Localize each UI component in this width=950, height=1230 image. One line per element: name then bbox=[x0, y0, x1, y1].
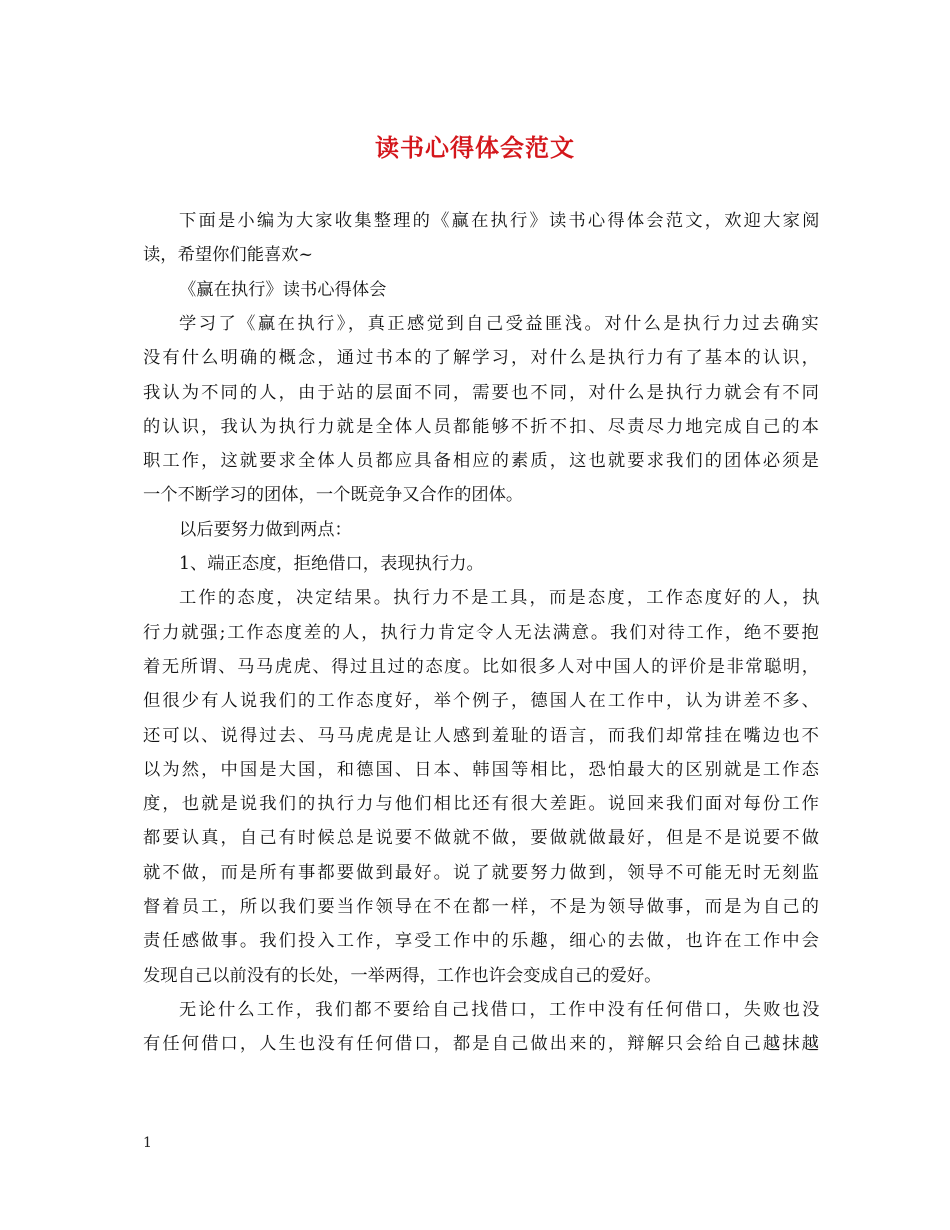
body-line: 但很少有人说我们的工作态度好，举个例子，德国人在工作中，认为讲差不多、 bbox=[143, 691, 821, 712]
body-line: 以后要努力做到两点： bbox=[179, 519, 352, 540]
body-line: 责任感做事。我们投入工作，享受工作中的乐趣，细心的去做，也许在工作中会 bbox=[143, 931, 821, 952]
body-line: 一个不断学习的团体，一个既竞争又合作的团体。 bbox=[143, 485, 524, 506]
body-line: 下面是小编为大家收集整理的《赢在执行》读书心得体会范文，欢迎大家阅 bbox=[179, 211, 822, 231]
body-line: 我认为不同的人，由于站的层面不同，需要也不同，对什么是执行力就会有不同 bbox=[143, 382, 821, 403]
body-line: 1、端正态度，拒绝借口，表现执行力。 bbox=[179, 554, 484, 574]
document-title: 读书心得体会范文 bbox=[375, 133, 575, 162]
body-line: 行力就强;工作态度差的人，执行力肯定令人无法满意。我们对待工作，绝不要抱 bbox=[143, 622, 821, 643]
body-line: 有任何借口，人生也没有任何借口，都是自己做出来的，辩解只会给自己越抹越 bbox=[143, 1034, 821, 1055]
body-line: 《赢在执行》读书心得体会 bbox=[179, 279, 387, 300]
body-line: 就不做，而是所有事都要做到最好。说了就要努力做到，领导不可能无时无刻监 bbox=[143, 862, 821, 883]
body-line: 发现自己以前没有的长处，一举两得，工作也许会变成自己的爱好。 bbox=[143, 965, 662, 986]
body-line: 度，也就是说我们的执行力与他们相比还有很大差距。说回来我们面对每份工作 bbox=[143, 794, 821, 815]
body-line: 着无所谓、马马虎虎、得过且过的态度。比如很多人对中国人的评价是非常聪明， bbox=[143, 656, 821, 677]
body-line: 督着员工，所以我们要当作领导在不在都一样，不是为领导做事，而是为自己的 bbox=[143, 897, 821, 917]
body-line: 没有什么明确的概念，通过书本的了解学习，对什么是执行力有了基本的认识， bbox=[143, 348, 821, 369]
page-number: 1 bbox=[143, 1135, 152, 1151]
body-line: 以为然，中国是大国，和德国、日本、韩国等相比，恐怕最大的区别就是工作态 bbox=[143, 759, 821, 780]
body-line: 还可以、说得过去、马马虎虎是让人感到羞耻的语言，而我们却常挂在嘴边也不 bbox=[143, 725, 821, 746]
body-line: 的认识，我认为执行力就是全体人员都能够不折不扣、尽责尽力地完成自己的本 bbox=[143, 416, 821, 437]
body-line: 学习了《赢在执行》，真正感觉到自己受益匪浅。对什么是执行力过去确实 bbox=[179, 313, 822, 334]
body-line: 职工作，这就要求全体人员都应具备相应的素质，这也就要求我们的团体必须是 bbox=[143, 451, 821, 472]
body-line: 工作的态度，决定结果。执行力不是工具，而是态度，工作态度好的人，执 bbox=[179, 588, 822, 609]
body-line: 无论什么工作，我们都不要给自己找借口，工作中没有任何借口，失败也没 bbox=[179, 999, 822, 1020]
body-line: 读，希望你们能喜欢~ bbox=[143, 245, 314, 266]
body-line: 都要认真，自己有时候总是说要不做就不做，要做就做最好，但是不是说要不做 bbox=[143, 828, 821, 849]
